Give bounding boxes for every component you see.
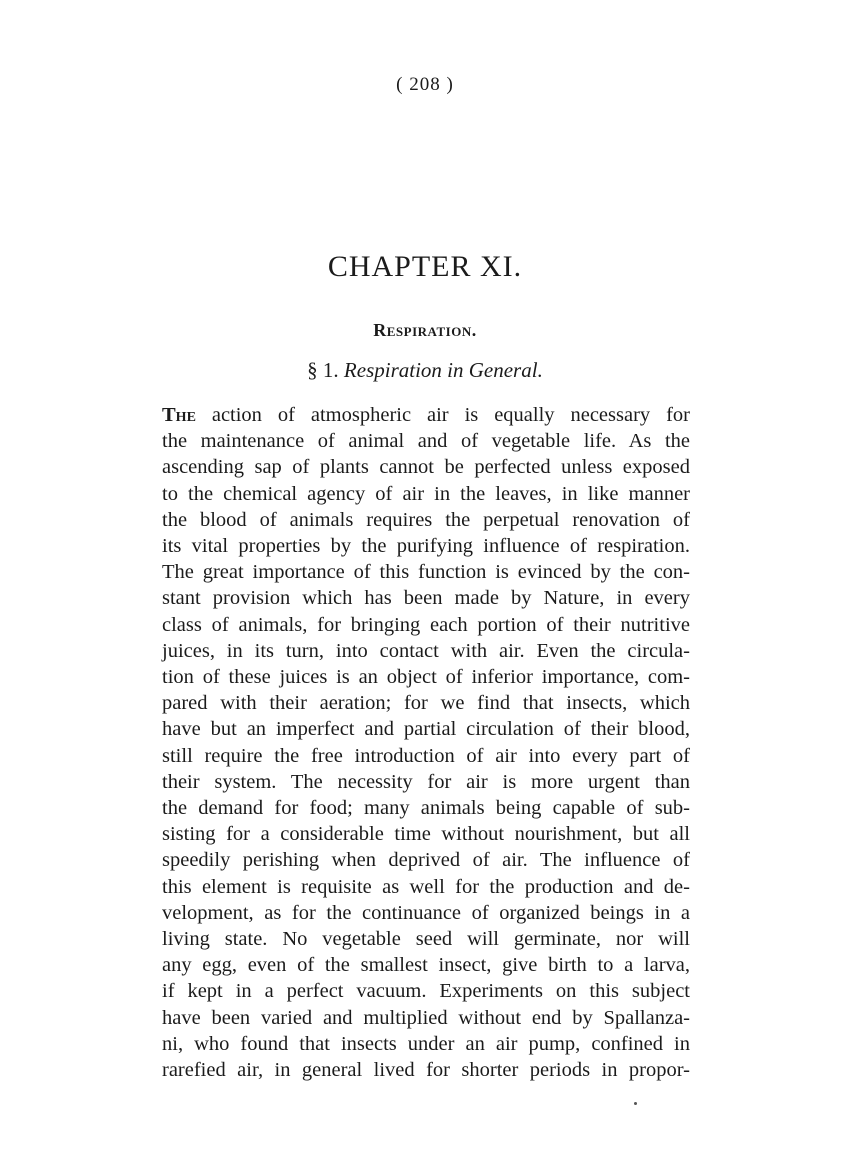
page-number: ( 208 ) [396,74,454,95]
text-line: speedily perishing when deprived of air. The influence of [162,849,690,872]
text-line: have been varied and multiplied without end by Spallanza- [162,1006,690,1029]
text-line: sisting for a considerable time without nourishment, but all [162,823,690,846]
text-line: juices, in its turn, into contact with air. Even the circula- [162,639,690,662]
text-line: if kept in a perfect vacuum. Experiments on this subject [162,980,690,1003]
text-line: ni, who found that insects under an air pump, confined in [162,1032,690,1055]
text-line-content: action of atmospheric air is equally necessary for [195,404,690,426]
text-line: rarefied air, in general lived for shorter periods in propor- [162,1059,690,1082]
text-line: pared with their aeration; for we find that insects, which [162,692,690,715]
text-line: any egg, even of the smallest insect, give birth to a larva, [162,954,690,977]
subsection-title: Respiration in General. [343,358,543,382]
text-line: this element is requisite as well for the production and de- [162,875,690,898]
text-line: the demand for food; many animals being capable of sub- [162,797,690,820]
text-line: The great importance of this function is evinced by the con- [162,561,690,584]
text-line: class of animals, for bringing each portion of their nutritive [162,613,690,636]
text-line [162,402,690,428]
text-line: their system. The necessity for air is more urgent than [162,770,690,793]
text-line: the maintenance of animal and of vegetable life. As the [162,430,690,453]
chapter-heading: CHAPTER XI. [327,250,523,283]
text-line: stant provision which has been made by Nature, in every [162,587,690,610]
section-title: Respiration. [373,320,477,340]
subsection-heading [0,358,850,383]
text-line: ascending sap of plants cannot be perfected unless exposed [162,456,690,479]
text-line: velopment, as for the continuance of organized beings in a [162,901,690,924]
text-line: tion of these juices is an object of inferior importance, com- [162,666,690,689]
text-line: the blood of animals requires the perpetual renovation of [162,508,690,531]
text-line: still require the free introduction of air into every part of [162,744,690,767]
print-speck [634,1102,637,1105]
text-line: have but an imperfect and partial circulation of their blood, [162,718,690,741]
body-text [162,402,690,1083]
text-line: its vital properties by the purifying influence of respiration. [162,535,690,558]
text-line: living state. No vegetable seed will germinate, nor will [162,928,690,951]
subsection-mark: § 1. [307,358,339,382]
first-word: The [162,404,196,426]
text-line: to the chemical agency of air in the leaves, in like manner [162,482,690,505]
